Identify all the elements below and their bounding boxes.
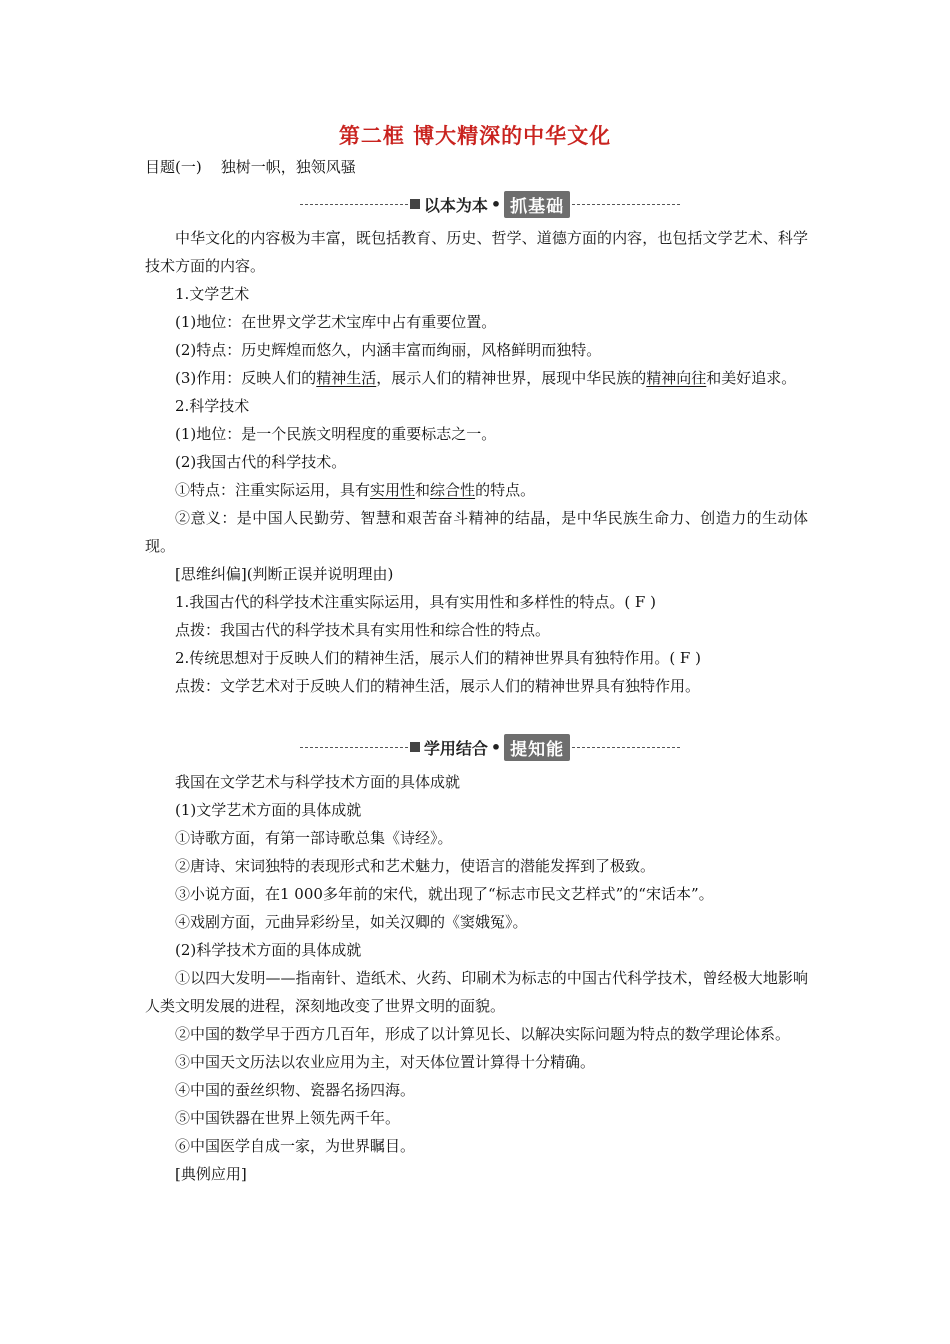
example-heading: [典例应用]	[175, 1165, 247, 1183]
page-title: 第二框 博大精深的中华文化	[338, 124, 612, 148]
section-divider-basics	[300, 191, 680, 217]
ach-lit-item: ④戏剧方面，元曲异彩纷呈，如关汉卿的《窦娥冤》。	[175, 913, 528, 931]
text-run: 的特点。	[475, 481, 536, 499]
dot-separator-icon: •	[490, 194, 502, 214]
underlined-term: 精神生活	[316, 369, 377, 387]
sci-heading: 2.科学技术	[175, 397, 250, 415]
ach-sci-item: ③中国天文历法以农业应用为主，对天体位置计算得十分精确。	[175, 1053, 596, 1071]
section-heading	[408, 191, 572, 218]
text-run: ①特点：注重实际运用，具有	[175, 481, 371, 499]
underlined-term: 综合性	[430, 481, 476, 499]
section-divider-application	[300, 734, 680, 760]
ach-lit-item: ②唐诗、宋词独特的表现形式和艺术魅力，使语言的潜能发挥到了极致。	[175, 857, 656, 875]
dot-separator-icon: •	[490, 737, 502, 757]
section-badge: 提知能	[504, 734, 570, 761]
divider-dash-right	[572, 204, 680, 205]
divider-dash-left	[300, 747, 408, 748]
ach-sci-item: ②中国的数学早于西方几百年，形成了以计算见长、以解决实际问题为特点的数学理论体系。	[175, 1025, 791, 1043]
lit-role	[145, 364, 808, 392]
divider-dash-left	[300, 204, 408, 205]
sci-meaning: ②意义：是中国人民勤劳、智慧和艰苦奋斗精神的结晶，是中华民族生命力、创造力的生动体现。	[145, 509, 808, 555]
section-label: 以本为本	[423, 195, 488, 215]
ach-lit-item: ③小说方面，在1 000多年前的宋代，就出现了“标志市民文艺样式”的“宋话本”。	[175, 885, 714, 903]
sci-ancient: (2)我国古代的科学技术。	[175, 453, 347, 471]
ach-heading: 我国在文学艺术与科学技术方面的具体成就	[175, 773, 461, 791]
divider-dash-right	[572, 747, 680, 748]
think-answer-2: 点拨：文学艺术对于反映人们的精神生活，展示人们的精神世界具有独特作用。	[175, 677, 701, 695]
think-heading: [思维纠偏](判断正误并说明理由)	[175, 565, 394, 583]
sci-position: (1)地位：是一个民族文明程度的重要标志之一。	[175, 425, 497, 443]
ach-lit-item: ①诗歌方面，有第一部诗歌总集《诗经》。	[175, 829, 453, 847]
lit-position: (1)地位：在世界文学艺术宝库中占有重要位置。	[175, 313, 497, 331]
ach-lit-heading: (1)文学艺术方面的具体成就	[175, 801, 362, 819]
underlined-term: 精神向往	[646, 369, 707, 387]
think-question-1: 1.我国古代的科学技术注重实际运用，具有实用性和多样性的特点。( F )	[175, 593, 656, 611]
ach-sci-item: ①以四大发明——指南针、造纸术、火药、印刷术为标志的中国古代科学技术，曾经极大地影响人类文明发展的进程，深刻地改变了世界文明的面貌。	[145, 969, 808, 1015]
lit-heading: 1.文学艺术	[175, 285, 250, 303]
text-run: ，展示人们的精神世界，展现中华民族的	[376, 369, 647, 387]
sci-feature	[145, 476, 808, 504]
section-badge: 抓基础	[504, 191, 570, 218]
topic-subtitle: 目题(一) 独树一帜，独领风骚	[145, 158, 356, 176]
text-run: 和美好追求。	[706, 369, 797, 387]
basics-content	[145, 224, 808, 700]
text-run: 和	[415, 481, 431, 499]
underlined-term: 实用性	[370, 481, 416, 499]
text-run: (3)作用：反映人们的	[175, 369, 317, 387]
intro-paragraph: 中华文化的内容极为丰富，既包括教育、历史、哲学、道德方面的内容，也包括文学艺术、科学技术方面的内容。	[145, 229, 808, 275]
section-label: 学用结合	[423, 738, 488, 758]
lit-feature: (2)特点：历史辉煌而悠久，内涵丰富而绚丽，风格鲜明而独特。	[175, 341, 602, 359]
ach-sci-item: ⑤中国铁器在世界上领先两千年。	[175, 1109, 401, 1127]
ach-sci-item: ④中国的蚕丝织物、瓷器名扬四海。	[175, 1081, 416, 1099]
think-question-2: 2.传统思想对于反映人们的精神生活，展示人们的精神世界具有独特作用。( F )	[175, 649, 701, 667]
square-bullet-icon	[410, 742, 420, 752]
ach-sci-item: ⑥中国医学自成一家，为世界瞩目。	[175, 1137, 416, 1155]
section-heading	[408, 734, 572, 761]
square-bullet-icon	[410, 199, 420, 209]
application-content	[145, 768, 808, 1188]
ach-sci-heading: (2)科学技术方面的具体成就	[175, 941, 362, 959]
think-answer-1: 点拨：我国古代的科学技术具有实用性和综合性的特点。	[175, 621, 551, 639]
